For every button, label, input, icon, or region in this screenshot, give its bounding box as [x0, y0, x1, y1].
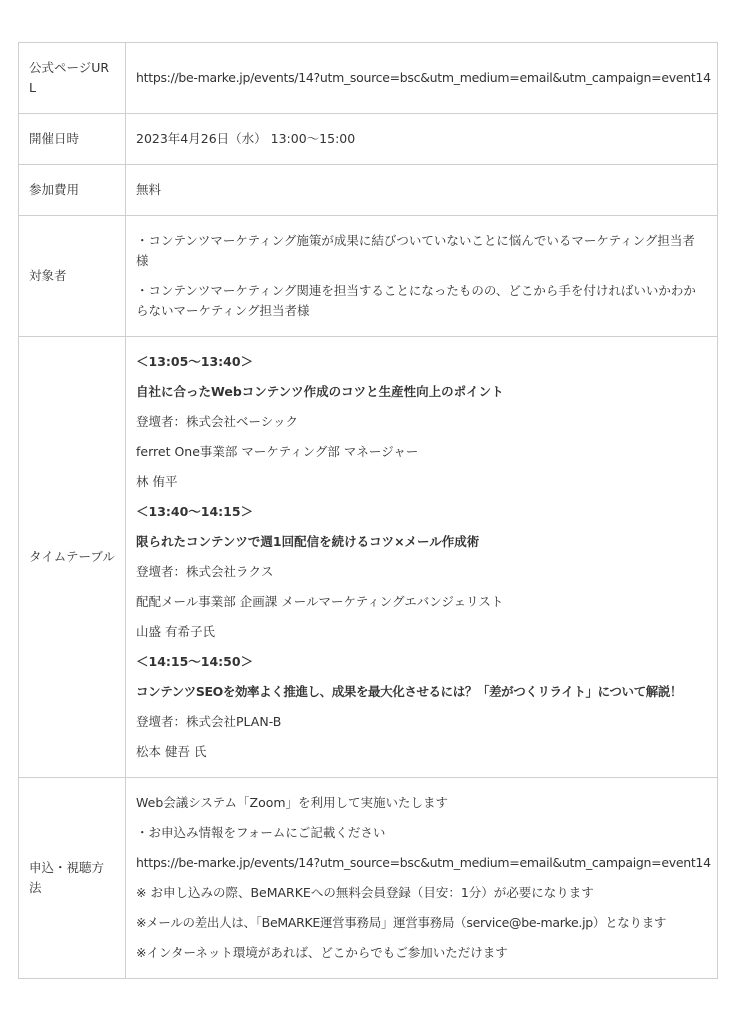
- session-speaker: 登壇者：株式会社ベーシック: [136, 414, 299, 429]
- session-speaker-name: 山盛 有希子氏: [136, 624, 215, 639]
- application-note: ※インターネット環境があれば、どこからでもご参加いただけます: [136, 945, 508, 960]
- official-url-link[interactable]: https://be-marke.jp/events/14?utm_source=bsc&utm_medium=email&utm_campaign=event14: [136, 70, 711, 85]
- application-line: Web会議システム「Zoom」を利用して実施いたします: [136, 795, 449, 810]
- session-speaker-name: 松本 健吾 氏: [136, 744, 207, 759]
- session-speaker: 登壇者：株式会社PLAN-B: [136, 714, 282, 729]
- event-datetime: 2023年4月26日（水） 13:00〜15:00: [136, 131, 356, 146]
- row-target: [19, 216, 718, 337]
- row-label: 公式ページURL: [19, 43, 126, 114]
- row-label: 参加費用: [19, 165, 126, 216]
- session-time: ＜13:40〜14:15＞: [136, 504, 254, 519]
- session-title: 自社に合ったWebコンテンツ作成のコツと生産性向上のポイント: [136, 384, 504, 399]
- row-label: タイムテーブル: [19, 337, 126, 778]
- session-speaker-dept: ferret One事業部 マーケティング部 マネージャー: [136, 444, 419, 459]
- application-note: ※メールの差出人は、「BeMARKE運営事務局」運営事務局（service@be-marke.jp）となります: [136, 915, 667, 930]
- target-item: ・コンテンツマーケティング施策が成果に結びついていないことに悩んでいるマーケティング担当者様: [136, 233, 695, 268]
- row-date: [19, 114, 718, 165]
- row-fee: [19, 165, 718, 216]
- row-official-url: [19, 43, 718, 114]
- row-application: [19, 778, 718, 979]
- row-label: 申込・視聴方法: [19, 778, 126, 979]
- session-speaker-dept: 配配メール事業部 企画課 メールマーケティングエバンジェリスト: [136, 594, 504, 609]
- row-label: 対象者: [19, 216, 126, 337]
- session-speaker-name: 林 侑平: [136, 474, 178, 489]
- target-item: ・コンテンツマーケティング関連を担当することになったものの、どこから手を付ければいいかわからないマーケティング担当者様: [136, 283, 696, 318]
- event-info-table: [18, 42, 718, 979]
- event-fee: 無料: [136, 182, 162, 197]
- row-label: 開催日時: [19, 114, 126, 165]
- row-timetable: [19, 337, 718, 778]
- session-time: ＜14:15〜14:50＞: [136, 654, 254, 669]
- session-title: 限られたコンテンツで週1回配信を続けるコツ×メール作成術: [136, 534, 480, 549]
- application-url-link[interactable]: https://be-marke.jp/events/14?utm_source=bsc&utm_medium=email&utm_campaign=event14: [136, 855, 711, 870]
- session-time: ＜13:05〜13:40＞: [136, 354, 254, 369]
- application-note: ※ お申し込みの際、BeMARKEへの無料会員登録（目安：1分）が必要になります: [136, 885, 594, 900]
- session-title: コンテンツSEOを効率よく推進し、成果を最大化させるには？「差がつくリライト」について解説！: [136, 684, 683, 699]
- session-speaker: 登壇者：株式会社ラクス: [136, 564, 274, 579]
- application-line: ・お申込み情報をフォームにご記載ください: [136, 825, 386, 840]
